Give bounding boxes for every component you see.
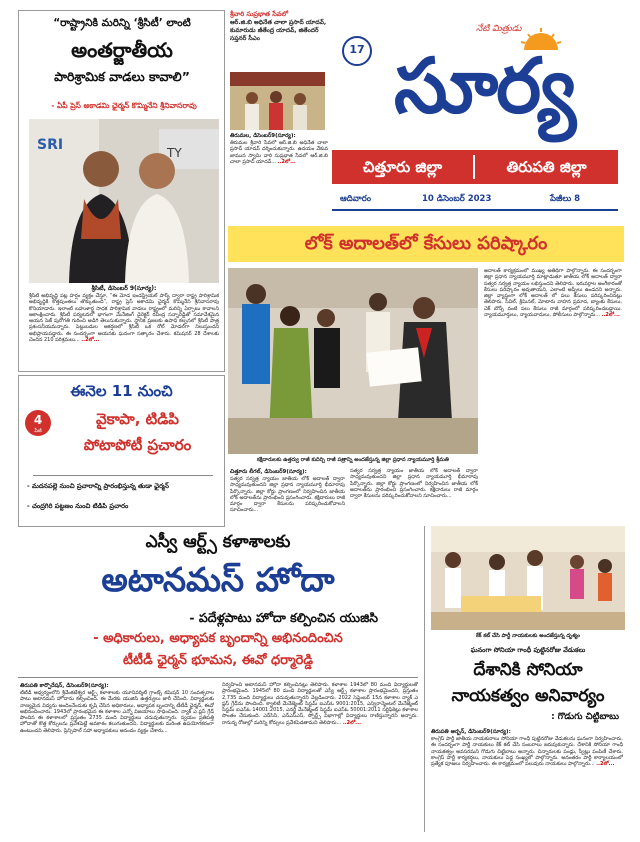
promo-divider	[33, 475, 213, 476]
promo-headline: ఈనెల 11 నుంచి	[70, 382, 173, 400]
svarts-body-left: టీటీడీ ఆధ్వర్యంలోని శ్రీవేంకటేశ్వర ఆర్ట్స్ కళాశాలకు యూనివర్శిటీ గ్రాంట్స్ కమిషన్ 10 సంవత్సరాల పాటు అటానమస్ హోదాను కల్పించింది. ఈ మేరకు యుజిసి ఉత్తర్వులు జారీ చేసింది. విద్యార్థులకు నాణ్యమైన విద్యను అందించేందుకు కృషి చేసిన అధికారులు, అధ్యాపక బృందాన్ని టీటీడీ ఛైర్మన్, ఈవో అభినందించారు. 1943లో ప్రారంభమైన ఈ కళాశాల ఎన్నో విజయాలు సాధించింది. న్యాక్ ఎ ప్లస్ గ్రేడ్ పొందిన ఈ కళాశాలలో ప్రస్తుతం 2735 మంది విద్యార్థులు చదువుతున్నారు. స్వయం ప్రతిపత్తి హోదాతో కొత్త కోర్సులను ప్రవేశపెట్టే అవకాశం కలుగుతుందని, విద్యార్థులకు మరింత ఉపయోగకరంగా ఉంటుందని తెలిపారు. ప్రిన్సిపాల్ సహా అధ్యాపకులు ఆనందం వ్యక్తం చేశారు...	[20, 690, 214, 734]
lok-adalat-body-left: సత్వర సర్వత్ర న్యాయం జాతీయ లోక్ అదాలత్ ద్వారా సాధ్యమవుతుందని జిల్లా ప్రధాన న్యాయమూర్తి భీమారావు పేర్కొన్నారు. జిల్లా కోర్టు ప్రాంగణంలో నిర్వహించిన జాతీయ లోక్ అదాలత్‌ను ప్రారంభించి ప్రసంగించారు. కక్షిదారులు రాజీ మార్గం ద్వారా కేసులను పరిష్కరించుకోవాలని సూచించారు...	[230, 476, 345, 514]
masthead-brand: సూర్య	[394, 41, 574, 130]
svarts-deck-2: టీటీడీ ఛైర్మన్ భూమన, ఈవో ధర్మారెడ్డి	[123, 653, 313, 668]
tirumala-caption: తిరుమల, డిసెంబర్9(సూర్య):	[230, 133, 296, 139]
sonia-subline: : గొడుగు చిట్టిబాబు	[551, 712, 619, 722]
sricity-photo	[29, 119, 219, 283]
svg-text:SRI: SRI	[37, 137, 64, 153]
svarts-dateline: తిరుపతి కార్పొరేషన్, డిసెంబర్9(సూర్య):	[20, 683, 109, 689]
svarts-subline: - పదేళ్లపాటు హోదా కల్పించిన యుజిసి	[189, 610, 378, 625]
lok-adalat-headline: లోక్ అదాలత్‌లో కేసులు పరిష్కారం	[304, 233, 548, 254]
story-headline-2: పారిశ్రామిక వాడలు కావాలి”	[54, 69, 190, 84]
sonia-photo-caption: కేక్ కట్ చేసి పార్టీ నాయకులకు అందజేస్తున్న దృశ్యం	[475, 633, 580, 639]
tirumala-photo	[230, 72, 325, 130]
lok-adalat-dateline: చిత్తూరు లీగల్, డిసెంబర్9(సూర్య):	[230, 469, 307, 475]
promo-bullet-2: - చంద్రగిరి పట్టణం నుంచి టిడిపి ప్రచారం	[27, 502, 129, 510]
story-sricity	[18, 10, 225, 372]
svarts-body-right: నిర్వహించి అటానమస్ హోదా కల్పించినట్లు తెలిపారు. కళాశాల 1943లో 80 మంది విద్యార్థులతో ప్రారంభమైంది. 1945లో 80 మంది విద్యార్థులతో ఎస్వీ ఆర్ట్స్ కళాశాల ప్రారంభమైందని, ప్రస్తుతం 2,735 మంది విద్యార్థులు చదువుతున్నారని వెల్లడించారు. 2022 సెప్టెంబర్ 15న కళాశాల న్యాక్ ఎ ప్లస్ గ్రేడ్‌ను పొందింది. క్వాలిటీ మేనేజ్మెంట్ సిస్టమ్ ఐఎస్ఓ 9001:2015, ఎన్విరాన్మెంటల్ మేనేజ్మెంట్ సిస్టమ్ ఐఎస్ఓ 14001:2015, ఎనర్జీ మేనేజ్మెంట్ సిస్టమ్ ఐఎస్ఓ 50001:2011 సర్టిఫికెట్లు కళాశాల సొంతం చేసుకుంది. ఎన్‌సిసి, ఎన్ఎస్ఎస్, స్పోర్ట్స్ విభాగాల్లో విద్యార్థులు రాణిస్తున్నారని అన్నారు. రానున్న రోజుల్లో మరిన్ని కోర్సులు ప్రవేశపెడతామని తెలిపారు... ..2లో...	[222, 682, 418, 726]
sonia-kicker: ఘనంగా సోనియా గాంధీ పుట్టినరోజు వేడుకలు	[470, 646, 586, 654]
continued-label: ..2లో...	[601, 312, 620, 319]
dateline-bar	[332, 189, 618, 209]
sonia-body: కాంగ్రెస్ పార్టీ జాతీయ నాయకురాలు సోనియా గాంధీ పుట్టినరోజు వేడుకలను ఘనంగా నిర్వహించారు. ఈ సందర్భంగా పార్టీ నాయకులు కేక్ కట్ చేసి సంబరాలు జరుపుకున్నారు. దేశానికి సోనియా గాంధీ నాయకత్వం అవసరమని గొడుగు చిట్టిబాబు అన్నారు. చిన్నారులకు పండ్లు, స్వీట్లు పంపిణీ చేశారు. కాంగ్రెస్ పార్టీ కార్యకర్తలు, నాయకులు పెద్ద సంఖ్యలో పాల్గొన్నారు. అనంతరం పార్టీ కార్యాలయంలో ప్రత్యేక పూజలు నిర్వహించారు. ఈ కార్యక్రమంలో పలువురు నాయకులు పాల్గొన్నారు... ..2లో...	[431, 736, 623, 768]
anniversary-number: 17	[349, 43, 365, 56]
story-byline: - ఏపీ ప్రెస్ అకాడమి ఛైర్మన్ కొమ్మినేని శ్రీనివాసరావు	[51, 101, 197, 110]
masthead-tagline: నేటి మిత్రుడు	[476, 24, 522, 34]
promo-bullet-1: - మదనపల్లె నుంచి ప్రచారాన్ని ప్రారంభిస్తున్న తుడా ఛైర్మన్	[27, 482, 169, 490]
svarts-deck-1: - అధికారులు, అధ్యాపక బృందాన్ని అభినందించిన	[93, 631, 343, 646]
date-label: 10 డిసెంబర్ 2023	[422, 194, 492, 204]
continued-label: ..2లో...	[277, 158, 296, 165]
lok-adalat-banner	[228, 226, 624, 262]
continued-label: ..2లో...	[342, 719, 361, 726]
tirumala-headline: శ్రీవారి సుప్రభాత సేవలో	[230, 10, 289, 18]
masthead-rule	[332, 209, 618, 211]
sonia-headline-2: నాయకత్వం అనివార్యం	[451, 686, 605, 706]
sricity-caption: శ్రీసిటీ, డిసెంబర్ 9(సూర్య):	[91, 285, 157, 292]
svarts-headline: అటానమస్ హోదా	[101, 560, 335, 599]
pages-label: పేజీలు 8	[550, 194, 581, 204]
masthead	[332, 10, 622, 220]
story-sonia	[424, 526, 625, 832]
sonia-photo	[431, 526, 625, 630]
lok-adalat-body-middle: సత్వర సర్వత్ర న్యాయం జాతీయ లోక్ అదాలత్ ద్వారా సాధ్యమవుతుందని జిల్లా ప్రధాన న్యాయమూర్తి భీమారావు పేర్కొన్నారు. జిల్లా కోర్టు ప్రాంగణంలో నిర్వహించిన జాతీయ లోక్ అదాలత్‌ను ప్రారంభించి ప్రసంగించారు. కక్షిదారులు రాజీ మార్గం ద్వారా కేసులను పరిష్కరించుకోవాలని సూచించారు...	[350, 468, 478, 500]
day-label: ఆదివారం	[340, 194, 372, 204]
svg-text:TY: TY	[167, 146, 182, 160]
continued-label: ..2లో...	[596, 761, 615, 768]
sricity-body: శ్రీసిటీ అభివృద్ధి పట్ల హర్షం వ్యక్తం చేస్తూ, “ఈ మోడ ఇండస్ట్రియల్ పార్క్ ద్వారా రాష్ట్ర పారిశ్రామిక అభివృద్ధికి కొత్తపుంతలు తొక్కుతుంది”, రాష్ట్ర ప్రెస్ అకాడమి ఛైర్మన్ కొమ్మినేని శ్రీనివాసరావు కొనియాడారు. ఇలాంటి బహుళార్థ సాధక పారిశ్రామిక వాడలు రాష్ట్రంలో మరిన్ని ఏర్పాటు కావాలని ఆకాంక్షించారు. శ్రీసిటీ పర్యటనలో భాగంగా మేనేజింగ్ డైరెక్టర్ రవీంద్ర సన్నారెడ్డితో సమావేశమైన ఆయన సెజ్ పురోగతి గురించి అడిగి తెలుసుకున్నారు. స్థానిక ప్రజలకు ఉపాధి కల్పనలో శ్రీసిటీ పాత్ర ప్రశంసనీయమన్నారు. పెట్టుబడుల ఆకర్షణలో శ్రీసిటీ ఒక రోల్ మోడల్‌గా నిలుస్తుందని అభిప్రాయపడ్డారు. ఈ సందర్భంగా ఆయనకు ఘనంగా సత్కారం చేశారు. కమిషనర్ 28 దేశాలకు చెందిన 210 పరిశ్రమలు... ..2లో...	[29, 293, 219, 344]
sonia-headline-1: దేశానికి సోనియా	[473, 660, 583, 680]
district-chittoor: చిత్తూరు జిల్లా	[362, 158, 443, 176]
lok-adalat-photo-caption: కక్షిదారులకు ఉత్తర్వు రాజీ కుదిర్చి రాజీ పత్రాన్ని అందజేస్తున్న జిల్లా ప్రధాన న్యాయమూర్తి శ్రీమతి	[257, 457, 449, 463]
lok-adalat-body-right: అదాలత్ కార్యక్రమంలో ముఖ్య అతిథిగా పాల్గొన్నారు. ఈ సందర్భంగా జిల్లా ప్రధాన న్యాయమూర్తి మాట్లాడుతూ జాతీయ లోక్ అదాలత్ ద్వారా సత్వర సర్వత్ర న్యాయం లభిస్తుందని తెలిపారు. ఇరువర్గాల అంగీకారంతో కేసులు పరిష్కారం అవుతాయని, ఎలాంటి అప్పీలు ఉండదని అన్నారు. జిల్లా వ్యాప్తంగా లోక్ అదాలత్ లో పలు కేసులు పరిష్కరించినట్లు తెలిపారు. సివిల్, క్రిమినల్, మోటారు వాహన ప్రమాద, బ్యాంకు కేసులు, చెక్ బౌన్స్ వంటి పలు కేసులు రాజీ మార్గంలో పరిష్కరించబడ్డాయి. న్యాయమూర్తులు, న్యాయవాదులు, పోలీసులు పాల్గొన్నారు... ..2లో...	[484, 268, 622, 319]
story-headline: అంతర్జాతీయ	[71, 38, 173, 62]
tirumala-body: తిరుమల శ్రీవారి సేవలో ఆర్.జి.బి అధినేత చాలా ప్రసాద్ యాదవ్ దర్శించుకున్నారు. ఉదయం వేకువ జామున స్వామి వారి సుప్రభాత సేవలో ఆర్.జి.బి చాలా ప్రసాద్ యాదవ్... ..2లో...	[230, 140, 328, 165]
promo-campaign-line: పోటాపోటీ ప్రచారం	[83, 436, 192, 454]
tirumala-intro: ఆర్.జి.బి అధినేత చాలా ప్రసాద్ యాదవ్, కుమారుడు జీతేంద్ర యాదవ్, జితేందర్ సప్తనర్ సీఎం	[230, 18, 327, 42]
sonia-dateline: తిరుపతి అర్బన్, డిసెంబర్9(సూర్య):	[431, 729, 511, 735]
story-kicker: “రాష్ట్రానికి మరిన్ని ‘శ్రీసిటీ’ లాంటి	[53, 17, 191, 29]
district-banner	[332, 150, 618, 184]
lok-adalat-photo	[228, 268, 478, 454]
story-tirumala	[230, 10, 328, 225]
continued-label: ..2లో...	[81, 337, 100, 344]
page-badge-label: పేజీ	[34, 428, 42, 434]
district-tirupati: తిరుపతి జిల్లా	[506, 158, 587, 176]
svarts-rule	[18, 677, 418, 678]
promo-party-line: వైకాపా, టిడిపి	[96, 410, 179, 428]
svarts-kicker: ఎస్వీ ఆర్ట్స్ కళాశాలకు	[145, 532, 291, 552]
page-badge	[25, 410, 51, 436]
page-badge-number: 4	[33, 413, 43, 427]
story-svarts	[18, 532, 418, 832]
campaign-promo	[18, 375, 225, 527]
